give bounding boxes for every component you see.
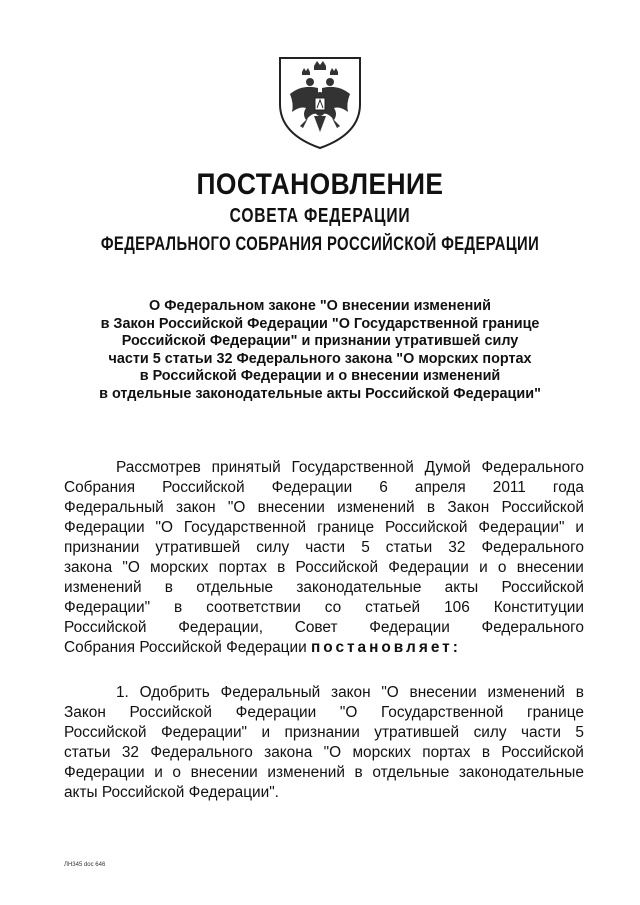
subject-line: Российской Федерации" и признании утратившей силу — [121, 333, 519, 349]
word: апреля — [414, 479, 466, 496]
paragraph-line-text: Собрания Российской Федерации — [64, 639, 311, 656]
word: 32 — [121, 744, 139, 761]
word: в — [277, 559, 286, 576]
word: Федеральный — [64, 499, 164, 516]
word: в — [481, 744, 491, 761]
word: законодательные — [458, 764, 584, 781]
word: Закон — [447, 499, 490, 516]
word: "О — [122, 559, 140, 576]
paragraph-line — [64, 683, 584, 703]
preamble-paragraph — [64, 458, 584, 658]
word: Российской — [501, 744, 584, 761]
word: о — [497, 559, 507, 576]
word: Федерации — [369, 619, 450, 636]
word: изменений — [64, 579, 142, 596]
word: в — [426, 499, 436, 516]
word: закона — [64, 559, 113, 576]
word: внесении — [409, 684, 477, 701]
word: утратившей — [155, 539, 241, 556]
word: и — [261, 724, 271, 741]
word: акты — [444, 579, 479, 596]
word: Российской — [129, 704, 212, 721]
word: признании — [64, 539, 140, 556]
paragraph-line — [64, 558, 584, 578]
word: отдельные — [196, 579, 274, 596]
word: со — [324, 599, 342, 616]
word: Одобрить — [139, 684, 210, 701]
word: в — [164, 579, 173, 596]
word: Федерации — [235, 704, 317, 721]
word: и — [575, 519, 584, 536]
word: 5 — [361, 539, 370, 556]
file-reference: ЛН345 doc 646 — [64, 862, 106, 868]
paragraph-line — [64, 703, 584, 723]
paragraph-line: акты Российской Федерации". — [64, 784, 279, 801]
word: Российской — [162, 479, 245, 496]
word: закона — [264, 744, 313, 761]
word: законодательные — [296, 579, 422, 596]
word: изменений — [487, 684, 565, 701]
word: в — [173, 599, 183, 616]
word: Федерации" — [64, 599, 151, 616]
word: Федерального — [481, 459, 584, 476]
word: Российской — [64, 619, 147, 636]
word: Конституции — [493, 599, 584, 616]
word: 32 — [448, 539, 466, 556]
word: Российской — [501, 499, 584, 516]
word: внесении — [516, 559, 584, 576]
word: портах — [422, 744, 471, 761]
word: Государственной — [183, 519, 307, 536]
word: изменений — [267, 764, 345, 781]
paragraph-line — [64, 578, 584, 598]
word: закон — [331, 684, 371, 701]
word: "О — [381, 684, 399, 701]
word: Федерации — [64, 519, 145, 536]
subject-line: в Российской Федерации и о внесении изменений — [139, 368, 501, 384]
word: статьей — [365, 599, 421, 616]
paragraph-line — [64, 478, 584, 498]
word: и — [154, 764, 163, 781]
word: 5 — [575, 724, 584, 741]
word: 1. — [116, 684, 129, 701]
issuer-line-2: ФЕДЕРАЛЬНОГО СОБРАНИЯ РОССИЙСКОЙ ФЕДЕРАЦИИ — [100, 234, 540, 255]
subject-line: в Закон Российской Федерации "О Государственной границе — [100, 315, 540, 332]
word: принятый — [211, 459, 281, 476]
word: Рассмотрев — [116, 459, 201, 476]
word: Федеральный — [220, 684, 321, 701]
word: Федерации — [388, 559, 469, 576]
word: границе — [526, 704, 584, 721]
word: Российской — [64, 724, 147, 741]
paragraph-line — [64, 538, 584, 558]
subject-line: части 5 статьи 32 Федерального закона "О морских портах — [108, 350, 532, 367]
resolution-item-1 — [64, 683, 584, 803]
word: силу — [473, 724, 507, 741]
word: закон — [176, 499, 216, 516]
word: внесении — [190, 764, 258, 781]
paragraph-line — [64, 598, 584, 618]
word: Закон — [64, 704, 106, 721]
document-title: ПОСТАНОВЛЕНИЕ — [196, 168, 444, 201]
coat-of-arms-icon — [272, 54, 368, 150]
word: Российской — [295, 559, 379, 576]
word: статьи — [64, 744, 111, 761]
word: Думой — [424, 459, 471, 476]
paragraph-line — [64, 458, 584, 478]
word: года — [552, 479, 584, 496]
paragraph-line — [64, 723, 584, 743]
word: "О — [227, 499, 246, 516]
document-subject — [60, 298, 580, 403]
word: Федерального — [481, 539, 584, 556]
word: части — [521, 724, 561, 741]
word: границе — [317, 519, 375, 536]
word: 2011 — [492, 479, 526, 496]
word: Российской — [385, 519, 468, 536]
word: Государственной — [380, 704, 504, 721]
word: "О — [339, 704, 358, 721]
word: части — [305, 539, 346, 556]
word: Федерации, — [178, 619, 264, 636]
word: изменений — [337, 499, 415, 516]
paragraph-line — [64, 763, 584, 783]
word: о — [172, 764, 181, 781]
word: Федерации — [271, 479, 353, 496]
word: Федерации" — [160, 724, 248, 741]
word: в — [354, 764, 363, 781]
word: признании — [284, 724, 360, 741]
paragraph-line — [64, 743, 584, 763]
paragraph-line — [64, 518, 584, 538]
word: портах — [218, 559, 267, 576]
word: 6 — [379, 479, 388, 496]
word: утратившей — [374, 724, 460, 741]
word: "О — [323, 744, 342, 761]
paragraph-line — [64, 498, 584, 518]
word: внесении — [257, 499, 325, 516]
word: Совет — [294, 619, 338, 636]
word: Федерального — [150, 744, 253, 761]
word: Федерального — [481, 619, 584, 636]
word: морских — [150, 559, 209, 576]
word: Российской — [501, 579, 584, 596]
word: Федерации" — [478, 519, 565, 536]
word: 106 — [444, 599, 470, 616]
paragraph-line — [64, 618, 584, 638]
subject-line: О Федеральном законе "О внесении изменений — [149, 298, 491, 314]
word: Федерации — [64, 764, 145, 781]
word: и — [479, 559, 488, 576]
word: силу — [256, 539, 290, 556]
issuer-line-1: СОВЕТА ФЕДЕРАЦИИ — [229, 205, 411, 227]
word: соответствии — [206, 599, 301, 616]
word: Государственной — [291, 459, 414, 476]
word: отдельные — [372, 764, 450, 781]
paragraph-line — [64, 638, 584, 658]
subject-line: в отдельные законодательные акты Российской Федерации" — [99, 385, 541, 402]
word: Собрания — [64, 479, 136, 496]
resolves-keyword: постановляет: — [310, 639, 461, 656]
word: в — [575, 684, 584, 701]
word: статьи — [385, 539, 433, 556]
word: "О — [155, 519, 173, 536]
word: морских — [352, 744, 411, 761]
